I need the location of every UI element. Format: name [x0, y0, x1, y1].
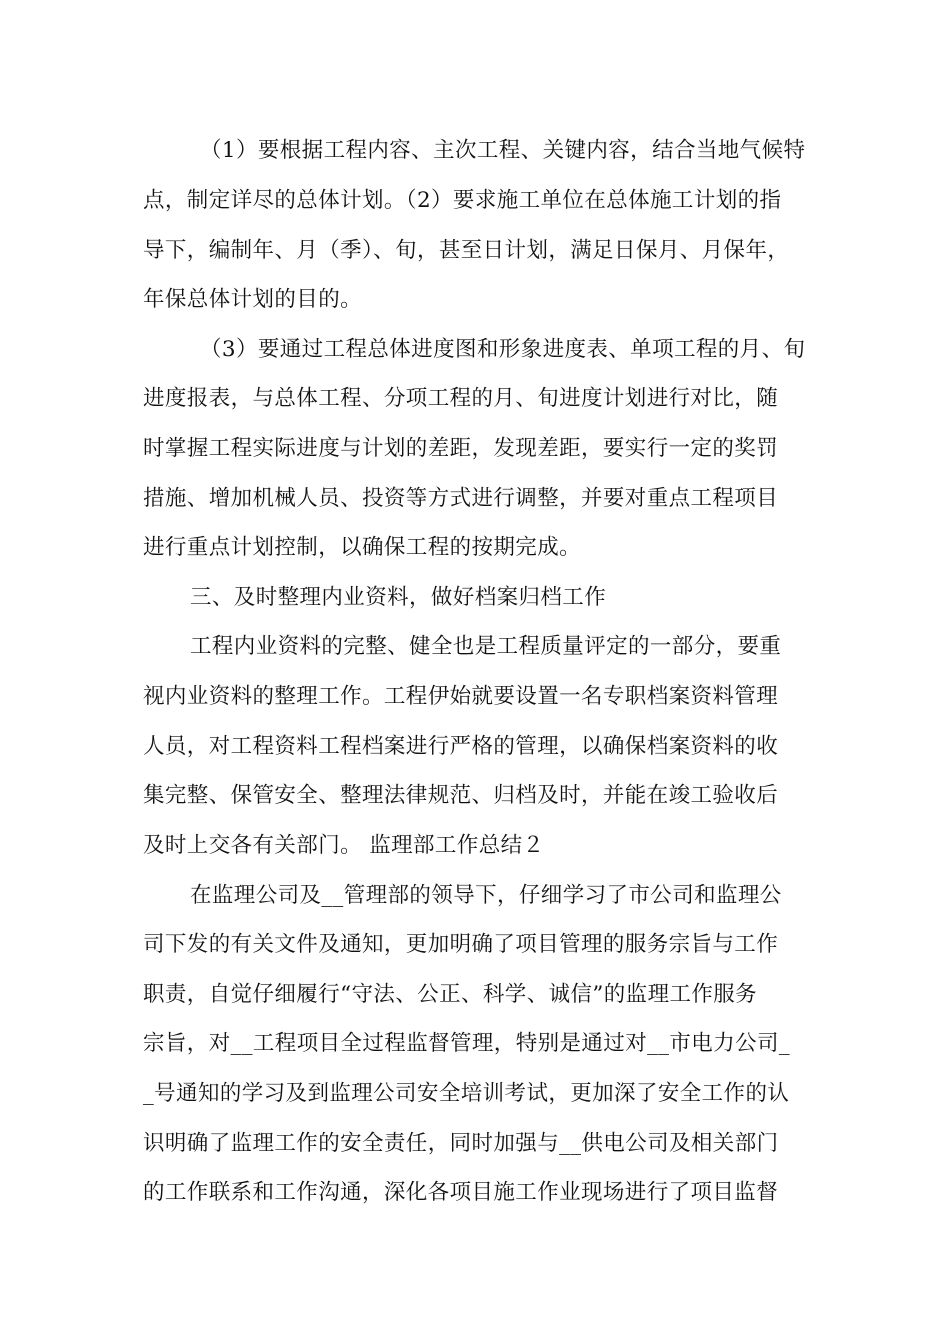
paragraph-line: 进行重点计划控制，以确保工程的按期完成。 [143, 535, 582, 560]
paragraph-line: 人员，对工程资料工程档案进行严格的管理，以确保档案资料的收 [143, 734, 779, 759]
paragraph-line: 职责，自觉仔细履行“守法、公正、科学、诚信”的监理工作服务 [143, 982, 758, 1007]
paragraph-line: 及时上交各有关部门。 监理部工作总结２ [143, 833, 545, 858]
paragraph-line: 年保总体计划的目的。 [143, 287, 363, 312]
paragraph-line: 措施、增加机械人员、投资等方式进行调整，并要对重点工程项目 [143, 486, 779, 511]
paragraph-line: _号通知的学习及到监理公司安全培训考试，更加深了安全工作的认 [143, 1081, 790, 1106]
paragraph-line: （1）要根据工程内容、主次工程、关键内容，结合当地气候特 [200, 138, 806, 163]
paragraph-line: 识明确了监理工作的安全责任，同时加强与__供电公司及相关部门 [143, 1131, 779, 1156]
paragraph-line: 宗旨，对__工程项目全过程监督管理，特别是通过对__市电力公司_ [143, 1031, 791, 1056]
paragraph-line: 点，制定详尽的总体计划。（2）要求施工单位在总体施工计划的指 [143, 188, 782, 213]
paragraph-line: 集完整、保管安全、整理法律规范、归档及时，并能在竣工验收后 [143, 783, 779, 808]
paragraph-line: 的工作联系和工作沟通，深化各项目施工作业现场进行了项目监督 [143, 1180, 779, 1205]
paragraph-line: 司下发的有关文件及通知，更加明确了项目管理的服务宗旨与工作 [143, 932, 779, 957]
paragraph-line: 工程内业资料的完整、健全也是工程质量评定的一部分，要重 [190, 634, 782, 659]
paragraph-line: 导下，编制年、月（季）、旬，甚至日计划，满足日保月、月保年， [143, 238, 790, 263]
paragraph-line: （3）要通过工程总体进度图和形象进度表、单项工程的月、旬 [200, 337, 806, 362]
section-heading: 三、及时整理内业资料，做好档案归档工作 [190, 585, 607, 610]
paragraph-line: 进度报表，与总体工程、分项工程的月、旬进度计划进行对比，随 [143, 386, 779, 411]
paragraph-line: 在监理公司及__管理部的领导下，仔细学习了市公司和监理公 [190, 883, 782, 908]
paragraph-line: 时掌握工程实际进度与计划的差距，发现差距，要实行一定的奖罚 [143, 436, 779, 461]
paragraph-line: 视内业资料的整理工作。工程伊始就要设置一名专职档案资料管理 [143, 684, 779, 709]
